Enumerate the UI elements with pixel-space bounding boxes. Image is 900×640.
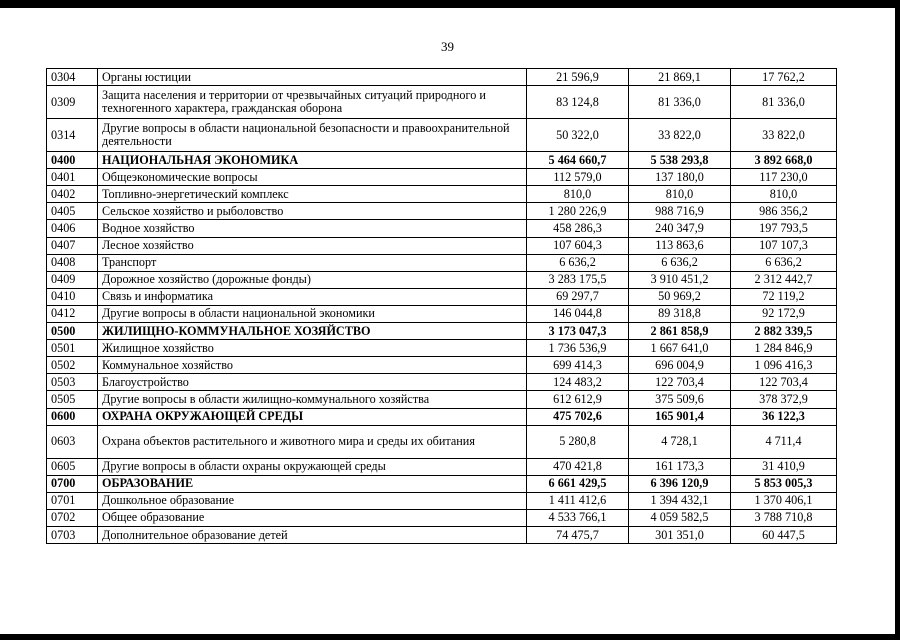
row-value-3: 122 703,4 <box>731 374 837 391</box>
row-value-2: 1 667 641,0 <box>629 340 731 357</box>
row-value-1: 1 736 536,9 <box>527 340 629 357</box>
row-value-2: 21 869,1 <box>629 69 731 86</box>
table-row <box>47 425 837 458</box>
table-row <box>47 475 837 492</box>
row-value-1: 21 596,9 <box>527 69 629 86</box>
row-code: 0412 <box>47 305 98 322</box>
row-name: Другие вопросы в области охраны окружающей среды <box>98 458 527 475</box>
table-row <box>47 509 837 526</box>
row-value-2: 113 863,6 <box>629 237 731 254</box>
row-name: Дошкольное образование <box>98 492 527 509</box>
table-row <box>47 237 837 254</box>
table-row <box>47 492 837 509</box>
row-value-1: 124 483,2 <box>527 374 629 391</box>
row-value-3: 5 853 005,3 <box>731 475 837 492</box>
row-value-2: 810,0 <box>629 186 731 203</box>
table-row <box>47 203 837 220</box>
row-value-2: 4 059 582,5 <box>629 509 731 526</box>
table-row <box>47 391 837 408</box>
table-row <box>47 186 837 203</box>
row-name: Дополнительное образование детей <box>98 526 527 543</box>
table-row <box>47 288 837 305</box>
table-row <box>47 254 837 271</box>
table-row <box>47 340 837 357</box>
row-name: Другие вопросы в области национальной экономики <box>98 305 527 322</box>
row-code: 0600 <box>47 408 98 425</box>
row-name: Другие вопросы в области жилищно-коммунального хозяйства <box>98 391 527 408</box>
row-name: Коммунальное хозяйство <box>98 357 527 374</box>
budget-table-body <box>47 69 837 544</box>
row-code: 0500 <box>47 323 98 340</box>
row-value-3: 1 284 846,9 <box>731 340 837 357</box>
table-row <box>47 220 837 237</box>
row-value-1: 112 579,0 <box>527 169 629 186</box>
row-value-2: 696 004,9 <box>629 357 731 374</box>
table-row <box>47 119 837 152</box>
row-code: 0702 <box>47 509 98 526</box>
row-name: Водное хозяйство <box>98 220 527 237</box>
page-number: 39 <box>441 39 454 54</box>
row-name: ОБРАЗОВАНИЕ <box>98 475 527 492</box>
row-value-3: 33 822,0 <box>731 119 837 152</box>
table-row <box>47 152 837 169</box>
row-code: 0408 <box>47 254 98 271</box>
scan-top-border <box>0 0 900 8</box>
row-value-3: 92 172,9 <box>731 305 837 322</box>
row-value-1: 612 612,9 <box>527 391 629 408</box>
row-value-1: 107 604,3 <box>527 237 629 254</box>
row-value-3: 1 370 406,1 <box>731 492 837 509</box>
row-code: 0304 <box>47 69 98 86</box>
row-name: НАЦИОНАЛЬНАЯ ЭКОНОМИКА <box>98 152 527 169</box>
row-name: Благоустройство <box>98 374 527 391</box>
row-name: Общеэкономические вопросы <box>98 169 527 186</box>
row-name: Охрана объектов растительного и животного мира и среды их обитания <box>98 425 527 458</box>
table-row <box>47 169 837 186</box>
row-value-3: 36 122,3 <box>731 408 837 425</box>
row-value-3: 2 312 442,7 <box>731 271 837 288</box>
row-value-2: 122 703,4 <box>629 374 731 391</box>
row-value-1: 50 322,0 <box>527 119 629 152</box>
row-code: 0700 <box>47 475 98 492</box>
row-value-1: 4 533 766,1 <box>527 509 629 526</box>
row-value-1: 83 124,8 <box>527 86 629 119</box>
row-code: 0405 <box>47 203 98 220</box>
row-name: Связь и информатика <box>98 288 527 305</box>
row-code: 0402 <box>47 186 98 203</box>
row-value-2: 137 180,0 <box>629 169 731 186</box>
row-value-1: 699 414,3 <box>527 357 629 374</box>
row-value-1: 6 636,2 <box>527 254 629 271</box>
row-value-2: 89 318,8 <box>629 305 731 322</box>
row-value-3: 986 356,2 <box>731 203 837 220</box>
row-value-1: 3 173 047,3 <box>527 323 629 340</box>
row-value-3: 60 447,5 <box>731 526 837 543</box>
row-value-3: 117 230,0 <box>731 169 837 186</box>
row-value-1: 5 280,8 <box>527 425 629 458</box>
row-value-1: 810,0 <box>527 186 629 203</box>
row-code: 0314 <box>47 119 98 152</box>
row-value-2: 988 716,9 <box>629 203 731 220</box>
row-code: 0407 <box>47 237 98 254</box>
row-value-1: 3 283 175,5 <box>527 271 629 288</box>
row-value-3: 81 336,0 <box>731 86 837 119</box>
row-value-3: 6 636,2 <box>731 254 837 271</box>
row-value-3: 197 793,5 <box>731 220 837 237</box>
row-value-3: 17 762,2 <box>731 69 837 86</box>
row-value-3: 31 410,9 <box>731 458 837 475</box>
row-value-1: 5 464 660,7 <box>527 152 629 169</box>
table-row <box>47 458 837 475</box>
table-row <box>47 374 837 391</box>
row-value-2: 161 173,3 <box>629 458 731 475</box>
row-code: 0503 <box>47 374 98 391</box>
table-row <box>47 69 837 86</box>
row-value-1: 1 280 226,9 <box>527 203 629 220</box>
row-value-3: 3 892 668,0 <box>731 152 837 169</box>
row-value-3: 1 096 416,3 <box>731 357 837 374</box>
row-name: Органы юстиции <box>98 69 527 86</box>
row-name: Другие вопросы в области национальной безопасности и правоохранительной деятельности <box>98 119 527 152</box>
table-row <box>47 323 837 340</box>
row-value-2: 3 910 451,2 <box>629 271 731 288</box>
row-value-3: 107 107,3 <box>731 237 837 254</box>
table-row <box>47 408 837 425</box>
row-name: Топливно-энергетический комплекс <box>98 186 527 203</box>
row-name: Сельское хозяйство и рыболовство <box>98 203 527 220</box>
row-name: ЖИЛИЩНО-КОММУНАЛЬНОЕ ХОЗЯЙСТВО <box>98 323 527 340</box>
row-code: 0502 <box>47 357 98 374</box>
row-value-3: 378 372,9 <box>731 391 837 408</box>
row-value-2: 4 728,1 <box>629 425 731 458</box>
row-value-2: 1 394 432,1 <box>629 492 731 509</box>
row-code: 0505 <box>47 391 98 408</box>
row-value-3: 3 788 710,8 <box>731 509 837 526</box>
row-value-1: 1 411 412,6 <box>527 492 629 509</box>
row-value-1: 470 421,8 <box>527 458 629 475</box>
row-value-2: 2 861 858,9 <box>629 323 731 340</box>
table-row <box>47 357 837 374</box>
row-value-2: 240 347,9 <box>629 220 731 237</box>
row-value-2: 301 351,0 <box>629 526 731 543</box>
row-name: Лесное хозяйство <box>98 237 527 254</box>
row-value-3: 810,0 <box>731 186 837 203</box>
row-value-2: 6 636,2 <box>629 254 731 271</box>
row-name: ОХРАНА ОКРУЖАЮЩЕЙ СРЕДЫ <box>98 408 527 425</box>
row-name: Жилищное хозяйство <box>98 340 527 357</box>
row-name: Общее образование <box>98 509 527 526</box>
row-name: Дорожное хозяйство (дорожные фонды) <box>98 271 527 288</box>
row-code: 0603 <box>47 425 98 458</box>
row-value-2: 33 822,0 <box>629 119 731 152</box>
row-name: Защита населения и территории от чрезвычайных ситуаций природного и техногенного характера, гражданская оборона <box>98 86 527 119</box>
row-code: 0406 <box>47 220 98 237</box>
row-code: 0309 <box>47 86 98 119</box>
row-value-1: 475 702,6 <box>527 408 629 425</box>
row-value-1: 146 044,8 <box>527 305 629 322</box>
row-value-1: 458 286,3 <box>527 220 629 237</box>
budget-table <box>46 68 837 544</box>
row-code: 0501 <box>47 340 98 357</box>
row-value-2: 5 538 293,8 <box>629 152 731 169</box>
row-value-1: 6 661 429,5 <box>527 475 629 492</box>
row-value-1: 74 475,7 <box>527 526 629 543</box>
table-row <box>47 305 837 322</box>
row-value-3: 4 711,4 <box>731 425 837 458</box>
table-row <box>47 86 837 119</box>
row-value-1: 69 297,7 <box>527 288 629 305</box>
row-code: 0701 <box>47 492 98 509</box>
row-value-2: 165 901,4 <box>629 408 731 425</box>
row-code: 0400 <box>47 152 98 169</box>
row-code: 0703 <box>47 526 98 543</box>
row-code: 0605 <box>47 458 98 475</box>
scan-bottom-border <box>0 634 900 640</box>
row-code: 0409 <box>47 271 98 288</box>
row-value-2: 50 969,2 <box>629 288 731 305</box>
scan-right-border <box>895 0 900 640</box>
row-value-3: 2 882 339,5 <box>731 323 837 340</box>
row-name: Транспорт <box>98 254 527 271</box>
row-code: 0410 <box>47 288 98 305</box>
row-value-3: 72 119,2 <box>731 288 837 305</box>
table-row <box>47 271 837 288</box>
row-code: 0401 <box>47 169 98 186</box>
table-row <box>47 526 837 543</box>
row-value-2: 81 336,0 <box>629 86 731 119</box>
row-value-2: 6 396 120,9 <box>629 475 731 492</box>
row-value-2: 375 509,6 <box>629 391 731 408</box>
